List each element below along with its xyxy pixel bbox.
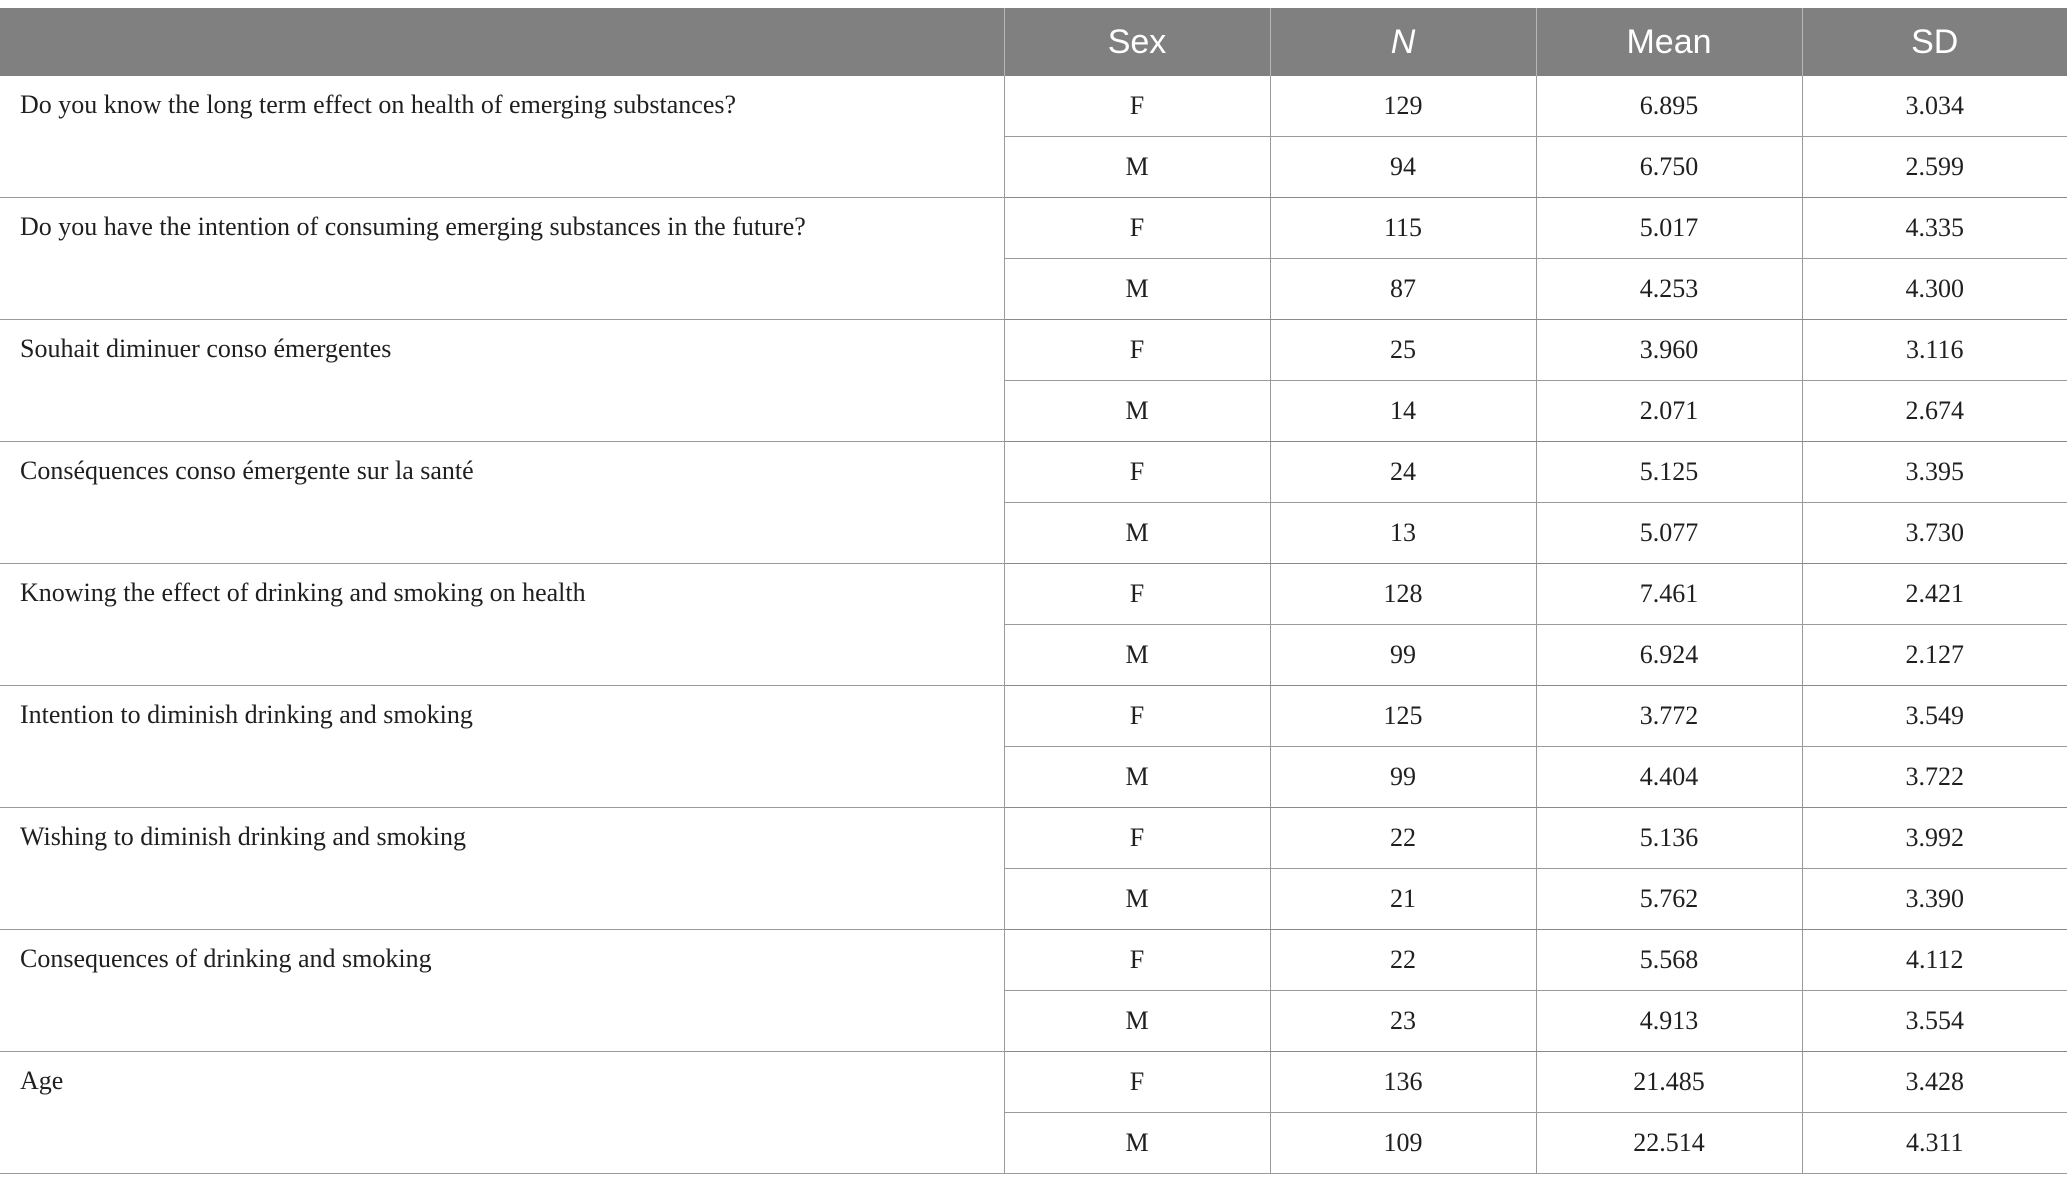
table-body bbox=[0, 76, 2067, 1174]
sd-cell: 2.599 bbox=[1802, 137, 2067, 198]
mean-cell: 5.762 bbox=[1536, 869, 1802, 930]
mean-cell: 2.071 bbox=[1536, 381, 1802, 442]
sd-cell: 3.034 bbox=[1802, 76, 2067, 137]
table-row bbox=[0, 686, 2067, 747]
sex-cell: F bbox=[1004, 320, 1270, 381]
sex-cell: M bbox=[1004, 991, 1270, 1052]
mean-cell: 3.772 bbox=[1536, 686, 1802, 747]
n-cell: 14 bbox=[1270, 381, 1536, 442]
n-cell: 115 bbox=[1270, 198, 1536, 259]
sd-cell: 3.428 bbox=[1802, 1052, 2067, 1113]
n-cell: 22 bbox=[1270, 808, 1536, 869]
mean-cell: 6.895 bbox=[1536, 76, 1802, 137]
sex-cell: M bbox=[1004, 137, 1270, 198]
sd-cell: 2.674 bbox=[1802, 381, 2067, 442]
mean-cell: 5.125 bbox=[1536, 442, 1802, 503]
n-cell: 87 bbox=[1270, 259, 1536, 320]
table-header bbox=[0, 8, 2067, 76]
stats-table-container bbox=[0, 8, 2067, 1174]
sd-cell: 3.390 bbox=[1802, 869, 2067, 930]
sd-cell: 3.992 bbox=[1802, 808, 2067, 869]
header-row bbox=[0, 8, 2067, 76]
sd-cell: 3.395 bbox=[1802, 442, 2067, 503]
table-row bbox=[0, 808, 2067, 869]
sex-cell: M bbox=[1004, 381, 1270, 442]
sex-cell: F bbox=[1004, 686, 1270, 747]
n-cell: 129 bbox=[1270, 76, 1536, 137]
sex-cell: F bbox=[1004, 930, 1270, 991]
mean-cell: 5.077 bbox=[1536, 503, 1802, 564]
sex-cell: F bbox=[1004, 808, 1270, 869]
sex-cell: M bbox=[1004, 503, 1270, 564]
mean-cell: 5.017 bbox=[1536, 198, 1802, 259]
question-cell: Consequences of drinking and smoking bbox=[0, 930, 1004, 1052]
sex-cell: M bbox=[1004, 869, 1270, 930]
sex-cell: M bbox=[1004, 1113, 1270, 1174]
table-row bbox=[0, 198, 2067, 259]
n-cell: 136 bbox=[1270, 1052, 1536, 1113]
n-cell: 99 bbox=[1270, 625, 1536, 686]
sd-cell: 3.722 bbox=[1802, 747, 2067, 808]
table-row bbox=[0, 930, 2067, 991]
header-question bbox=[0, 8, 1004, 76]
mean-cell: 7.461 bbox=[1536, 564, 1802, 625]
question-cell: Conséquences conso émergente sur la santé bbox=[0, 442, 1004, 564]
question-cell: Age bbox=[0, 1052, 1004, 1174]
n-cell: 22 bbox=[1270, 930, 1536, 991]
n-cell: 99 bbox=[1270, 747, 1536, 808]
question-cell: Do you know the long term effect on health of emerging substances? bbox=[0, 76, 1004, 198]
mean-cell: 22.514 bbox=[1536, 1113, 1802, 1174]
sex-cell: F bbox=[1004, 564, 1270, 625]
sex-cell: F bbox=[1004, 198, 1270, 259]
question-cell: Souhait diminuer conso émergentes bbox=[0, 320, 1004, 442]
n-cell: 21 bbox=[1270, 869, 1536, 930]
table-row bbox=[0, 564, 2067, 625]
mean-cell: 3.960 bbox=[1536, 320, 1802, 381]
n-cell: 109 bbox=[1270, 1113, 1536, 1174]
stats-table bbox=[0, 8, 2067, 1174]
sd-cell: 3.549 bbox=[1802, 686, 2067, 747]
sex-cell: M bbox=[1004, 747, 1270, 808]
n-cell: 13 bbox=[1270, 503, 1536, 564]
sex-cell: M bbox=[1004, 625, 1270, 686]
sd-cell: 3.554 bbox=[1802, 991, 2067, 1052]
table-row bbox=[0, 1052, 2067, 1113]
question-cell: Wishing to diminish drinking and smoking bbox=[0, 808, 1004, 930]
question-cell: Do you have the intention of consuming emerging substances in the future? bbox=[0, 198, 1004, 320]
mean-cell: 5.136 bbox=[1536, 808, 1802, 869]
n-cell: 125 bbox=[1270, 686, 1536, 747]
sex-cell: F bbox=[1004, 76, 1270, 137]
mean-cell: 6.924 bbox=[1536, 625, 1802, 686]
sd-cell: 4.311 bbox=[1802, 1113, 2067, 1174]
sd-cell: 4.112 bbox=[1802, 930, 2067, 991]
mean-cell: 5.568 bbox=[1536, 930, 1802, 991]
sex-cell: F bbox=[1004, 442, 1270, 503]
question-cell: Knowing the effect of drinking and smoking on health bbox=[0, 564, 1004, 686]
sd-cell: 3.116 bbox=[1802, 320, 2067, 381]
sd-cell: 2.127 bbox=[1802, 625, 2067, 686]
sex-cell: F bbox=[1004, 1052, 1270, 1113]
header-mean: Mean bbox=[1536, 8, 1802, 76]
table-row bbox=[0, 320, 2067, 381]
header-sd: SD bbox=[1802, 8, 2067, 76]
table-row bbox=[0, 442, 2067, 503]
sd-cell: 3.730 bbox=[1802, 503, 2067, 564]
sd-cell: 4.335 bbox=[1802, 198, 2067, 259]
mean-cell: 4.404 bbox=[1536, 747, 1802, 808]
mean-cell: 4.253 bbox=[1536, 259, 1802, 320]
n-cell: 94 bbox=[1270, 137, 1536, 198]
header-sex: Sex bbox=[1004, 8, 1270, 76]
n-cell: 24 bbox=[1270, 442, 1536, 503]
header-n: N bbox=[1270, 8, 1536, 76]
mean-cell: 6.750 bbox=[1536, 137, 1802, 198]
sd-cell: 2.421 bbox=[1802, 564, 2067, 625]
question-cell: Intention to diminish drinking and smoking bbox=[0, 686, 1004, 808]
table-row bbox=[0, 76, 2067, 137]
mean-cell: 21.485 bbox=[1536, 1052, 1802, 1113]
n-cell: 128 bbox=[1270, 564, 1536, 625]
n-cell: 23 bbox=[1270, 991, 1536, 1052]
mean-cell: 4.913 bbox=[1536, 991, 1802, 1052]
n-cell: 25 bbox=[1270, 320, 1536, 381]
sd-cell: 4.300 bbox=[1802, 259, 2067, 320]
sex-cell: M bbox=[1004, 259, 1270, 320]
